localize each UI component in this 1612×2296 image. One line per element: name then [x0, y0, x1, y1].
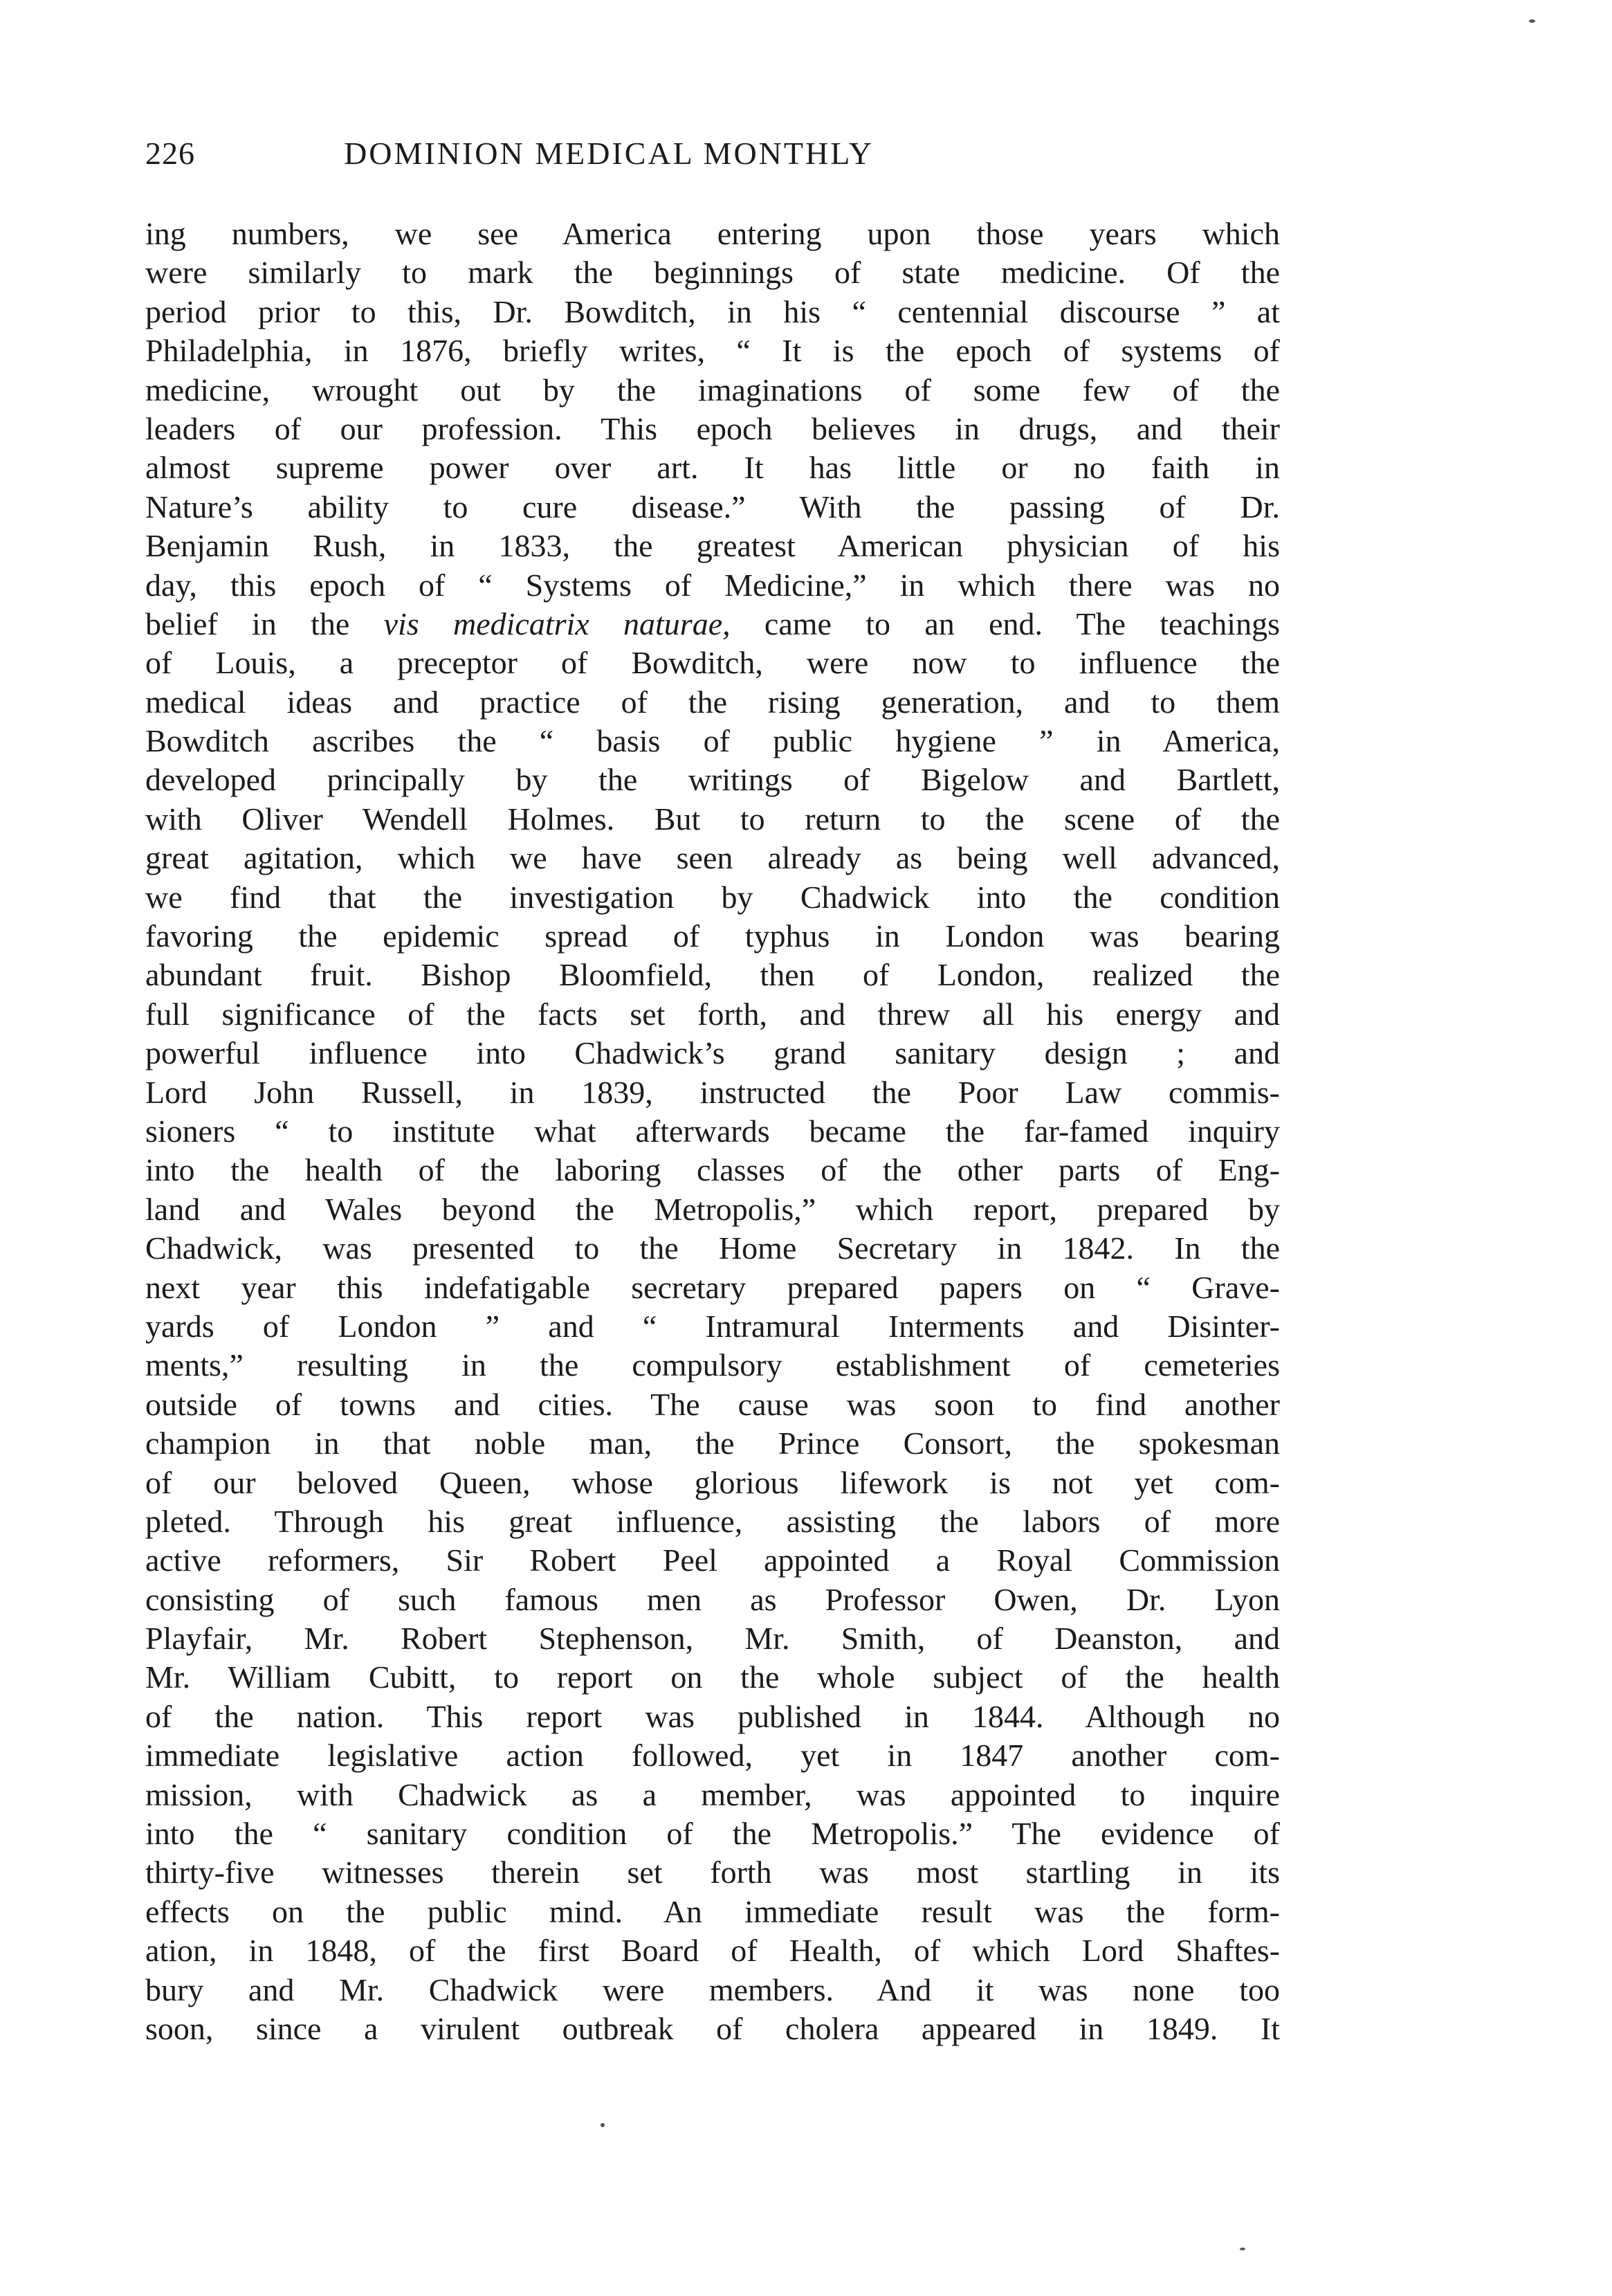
text-line: of Louis, a preceptor of Bowditch, were now to influence the — [145, 645, 1280, 681]
text-line: consisting of such famous men as Professor Owen, Dr. Lyon — [145, 1581, 1280, 1617]
text-line: effects on the public mind. An immediate result was the form- — [145, 1893, 1280, 1929]
text-line: great agitation, which we have seen already as being well advanced, — [145, 840, 1280, 876]
text-line: Philadelphia, in 1876, briefly writes, “ It is the epoch of systems of — [145, 333, 1280, 369]
text-line: were similarly to mark the beginnings of state medicine. Of the — [145, 255, 1280, 291]
text-line: land and Wales beyond the Metropolis,” which report, prepared by — [145, 1191, 1280, 1227]
text-line: thirty-five witnesses therein set forth was most startling in its — [145, 1855, 1280, 1890]
text-line: of the nation. This report was published in 1844. Although no — [145, 1698, 1280, 1734]
text-line: we find that the investigation by Chadwick into the condition — [145, 879, 1280, 915]
text-line: Nature’s ability to cure disease.” With the passing of Dr. — [145, 489, 1280, 525]
text-line: Playfair, Mr. Robert Stephenson, Mr. Smith, of Deanston, and — [145, 1621, 1280, 1657]
text-line — [145, 605, 1280, 644]
page-number: 226 — [145, 136, 195, 171]
text-line: full significance of the facts set forth, and threw all his energy and — [145, 996, 1280, 1032]
body-text — [145, 215, 1280, 2048]
text-line: into the health of the laboring classes of the other parts of Eng- — [145, 1152, 1280, 1188]
text-line: abundant fruit. Bishop Bloomfield, then of London, realized the — [145, 957, 1280, 993]
text-line: soon, since a virulent outbreak of cholera appeared in 1849. It — [145, 2010, 1280, 2046]
text-line: powerful influence into Chadwick’s grand sanitary design ; and — [145, 1035, 1280, 1071]
text-line: of our beloved Queen, whose glorious lifework is not yet com- — [145, 1464, 1280, 1500]
text-line: medicine, wrought out by the imaginations of some few of the — [145, 372, 1280, 408]
text-line: next year this indefatigable secretary prepared papers on “ Grave- — [145, 1269, 1280, 1305]
text-line: outside of towns and cities. The cause was soon to find another — [145, 1386, 1280, 1422]
text-line: day, this epoch of “ Systems of Medicine,” in which there was no — [145, 567, 1280, 603]
text-line: Lord John Russell, in 1839, instructed the Poor Law commis- — [145, 1074, 1280, 1110]
text-line: ing numbers, we see America entering upon those years which — [145, 216, 1280, 251]
print-speck — [1240, 2248, 1245, 2250]
print-speck — [601, 2123, 605, 2127]
text-line: medical ideas and practice of the rising generation, and to them — [145, 684, 1280, 720]
text-line: pleted. Through his great influence, assisting the labors of more — [145, 1503, 1280, 1539]
text-line: favoring the epidemic spread of typhus in London was bearing — [145, 918, 1280, 954]
text-line: into the “ sanitary condition of the Metropolis.” The evidence of — [145, 1816, 1280, 1852]
text-line: Bowditch ascribes the “ basis of public hygiene ” in America, — [145, 723, 1280, 759]
text-line: Benjamin Rush, in 1833, the greatest American physician of his — [145, 528, 1280, 564]
text-line: Mr. William Cubitt, to report on the whole subject of the health — [145, 1659, 1280, 1695]
italic-phrase: vis medicatrix naturae, — [383, 605, 731, 641]
text-line: developed principally by the writings of Bigelow and Bartlett, — [145, 762, 1280, 798]
running-title: DOMINION MEDICAL MONTHLY — [344, 136, 874, 171]
text-line: mission, with Chadwick as a member, was appointed to inquire — [145, 1776, 1280, 1812]
text-line: Chadwick, was presented to the Home Secretary in 1842. In the — [145, 1230, 1280, 1266]
print-speck — [1529, 19, 1535, 23]
text-line: active reformers, Sir Robert Peel appointed a Royal Commission — [145, 1542, 1280, 1578]
text-line: champion in that noble man, the Prince Consort, the spokesman — [145, 1425, 1280, 1461]
text-line: with Oliver Wendell Holmes. But to return to the scene of the — [145, 801, 1280, 837]
text-line: ments,” resulting in the compulsory establishment of cemeteries — [145, 1347, 1280, 1383]
text-line: yards of London ” and “ Intramural Interments and Disinter- — [145, 1308, 1280, 1344]
text-line: sioners “ to institute what afterwards became the far-famed inquiry — [145, 1113, 1280, 1149]
page-header — [145, 135, 1072, 183]
text-line: bury and Mr. Chadwick were members. And it was none too — [145, 1971, 1280, 2007]
text-segment: came to an end. The teachings — [730, 605, 1280, 641]
text-line: immediate legislative action followed, yet in 1847 another com- — [145, 1738, 1280, 1774]
text-line: ation, in 1848, of the first Board of Health, of which Lord Shaftes- — [145, 1933, 1280, 1969]
text-segment: belief in the — [145, 605, 384, 641]
text-line: almost supreme power over art. It has little or no faith in — [145, 450, 1280, 486]
text-line: leaders of our profession. This epoch believes in drugs, and their — [145, 410, 1280, 446]
text-line: period prior to this, Dr. Bowditch, in his “ centennial discourse ” at — [145, 293, 1280, 329]
